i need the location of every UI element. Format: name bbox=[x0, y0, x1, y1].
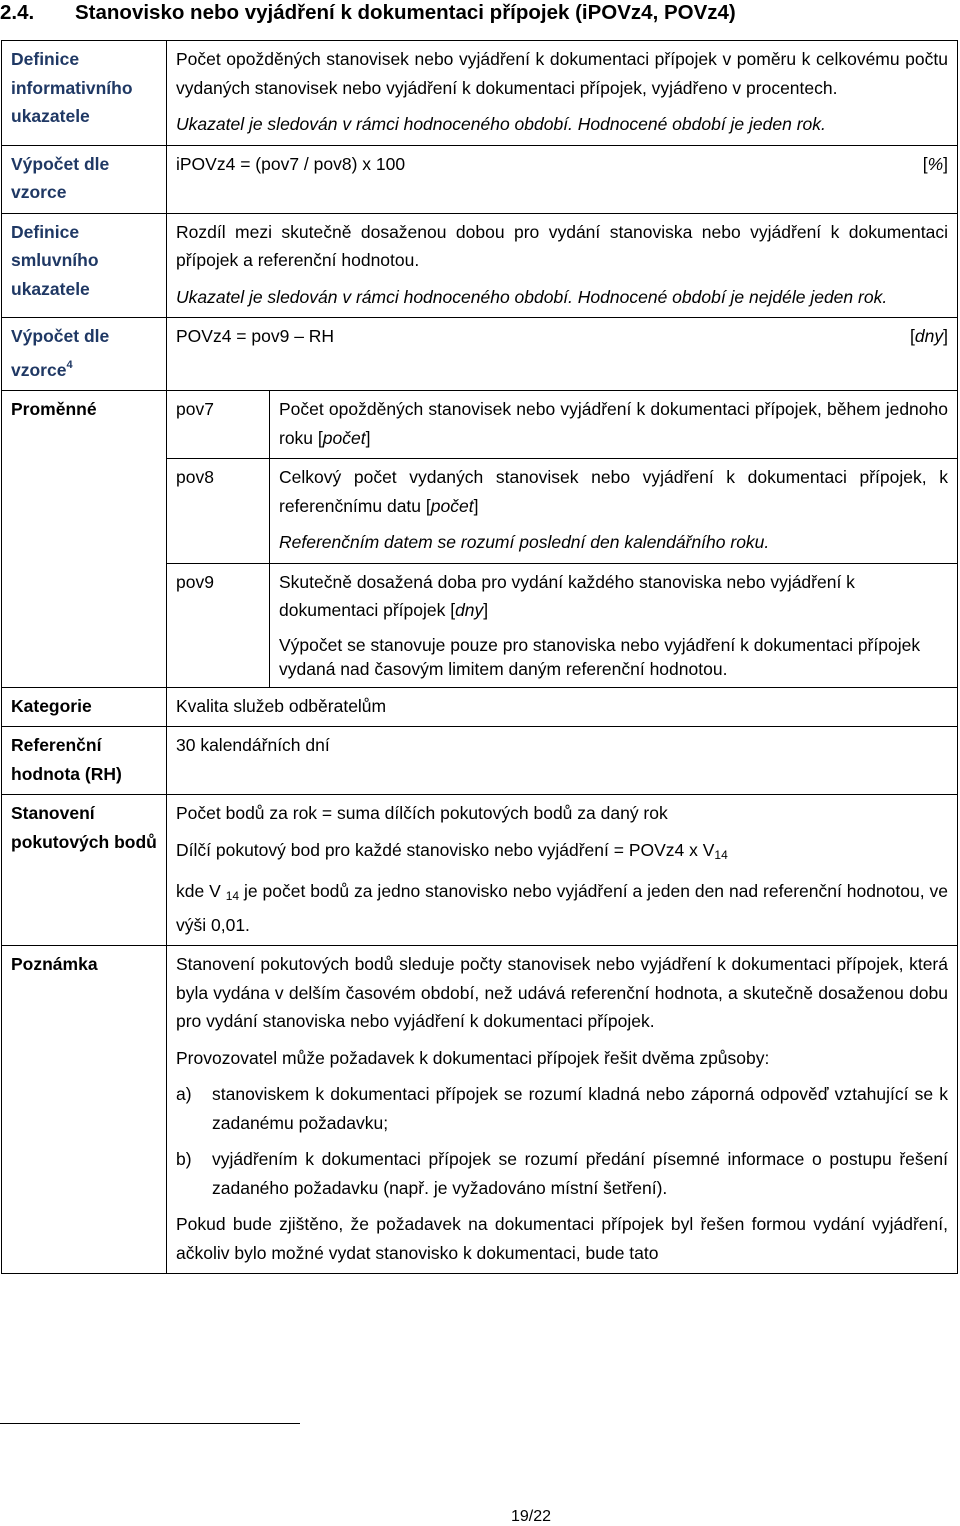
label-penalty: Stanovení pokutových bodů bbox=[2, 795, 167, 946]
unit-contract: [dny] bbox=[910, 326, 948, 346]
label-definition-contract: Definice smluvního ukazatele bbox=[2, 213, 167, 318]
footnote-ref: 4 bbox=[66, 358, 73, 371]
reference-value: 30 kalendářních dní bbox=[167, 727, 958, 795]
label-definition-informative: Definice informativního ukazatele bbox=[2, 41, 167, 146]
note-paragraph-2: Provozovatel může požadavek k dokumentaci přípojek řešit dvěma způsoby: bbox=[176, 1047, 770, 1068]
var-name-pov7: pov7 bbox=[167, 391, 270, 459]
row-calc-informative bbox=[2, 145, 958, 213]
penalty-line-1: Počet bodů za rok = suma dílčích pokutových bodů za daný rok bbox=[176, 803, 668, 823]
label-note: Poznámka bbox=[2, 946, 167, 1274]
definition-contract-note: Ukazatel je sledován v rámci hodnoceného období. Hodnocené období je nejdéle jeden rok. bbox=[176, 286, 888, 307]
list-text: stanoviskem k dokumentaci přípojek se rozumí kladná nebo záporná odpověď vztahující se k zadanému požadavku; bbox=[212, 1084, 948, 1133]
label-category: Kategorie bbox=[2, 687, 167, 727]
label-calc-contract: Výpočet dle vzorce$^4$ bbox=[2, 318, 167, 391]
note-paragraph-1: Stanovení pokutových bodů sleduje počty stanovisek nebo vyjádření k dokumentaci přípojek, která byla vydána v delším časovém období, než udává referenční hodnota, a skutečně dosaženou dobu pro vydání stanoviska nebo vyjádření k dokumentaci přípojek. bbox=[176, 954, 948, 1031]
definition-informative-text: Počet opožděných stanovisek nebo vyjádření k dokumentaci přípojek v poměru k celkovému počtu vydaných stanovisek nebo vyjádření k dokumentaci přípojek, vyjádřeno v procentech. bbox=[176, 49, 948, 98]
var-note-pov8: Referenčním datem se rozumí poslední den kalendářního roku. bbox=[279, 532, 770, 552]
row-category bbox=[2, 687, 958, 727]
row-variable-pov7 bbox=[2, 391, 958, 459]
row-calc-contract bbox=[2, 318, 958, 391]
note-list-item bbox=[176, 1080, 948, 1137]
row-reference bbox=[2, 727, 958, 795]
category-value: Kvalita služeb odběratelům bbox=[167, 687, 958, 727]
var-name-pov8: pov8 bbox=[167, 459, 270, 564]
section-heading bbox=[0, 0, 960, 34]
note-paragraph-3: Pokud bude zjištěno, že požadavek na dokumentaci přípojek byl řešen formou vydání vyjádření, ačkoliv bylo možné vydat stanovisko k dokumentaci, bude tato bbox=[176, 1214, 948, 1263]
label-calc-informative: Výpočet dle vzorce bbox=[2, 145, 167, 213]
definition-informative-note: Ukazatel je sledován v rámci hodnoceného období. Hodnocené období je jeden rok. bbox=[176, 114, 826, 134]
section-number: 2.4. bbox=[0, 1, 35, 24]
var-name-pov9: pov9 bbox=[167, 563, 270, 687]
row-note bbox=[2, 946, 958, 1274]
var-desc-pov9: Skutečně dosažená doba pro vydání každého stanoviska nebo vyjádření k dokumentaci přípojek [dny] bbox=[279, 571, 855, 620]
section-title: Stanovisko nebo vyjádření k dokumentaci přípojek (iPOVz4, POVz4) bbox=[75, 1, 736, 24]
label-variables: Proměnné bbox=[2, 391, 167, 688]
var-desc-pov8: Celkový počet vydaných stanovisek nebo vyjádření k dokumentaci přípojek, k referenčnímu datu [počet] bbox=[279, 467, 948, 516]
note-list-item bbox=[176, 1145, 948, 1202]
list-marker: b) bbox=[176, 1149, 192, 1169]
footnote-separator bbox=[0, 1423, 300, 1424]
list-text: vyjádřením k dokumentaci přípojek se rozumí předání písemné informace o postupu řešení zadaného požadavku (např. je vyžadováno místní šetření). bbox=[212, 1149, 948, 1198]
var-note-pov9: Výpočet se stanovuje pouze pro stanoviska nebo vyjádření k dokumentaci přípojek vydaná nad časovým limitem daným referenční hodnotou. bbox=[279, 634, 921, 679]
formula-informative: iPOVz4 = (pov7 / pov8) x 100 bbox=[176, 153, 406, 174]
label-reference: Referenční hodnota (RH) bbox=[2, 727, 167, 795]
penalty-line-3: kde V $_{14}$ je počet bodů za jedno stanovisko nebo vyjádření a jeden den nad referenční hodnotou, ve výši 0,01. bbox=[176, 881, 948, 935]
unit-informative: [%] bbox=[922, 153, 948, 174]
page-number: 19/22 bbox=[510, 1508, 552, 1525]
row-penalty bbox=[2, 795, 958, 946]
indicator-table bbox=[1, 40, 958, 1274]
definition-contract-text: Rozdíl mezi skutečně dosaženou dobou pro vydání stanoviska nebo vyjádření k dokumentaci přípojek a referenční hodnotou. bbox=[176, 221, 948, 270]
list-marker: a) bbox=[176, 1084, 192, 1104]
row-definition-informative bbox=[2, 41, 958, 146]
formula-contract: POVz4 = pov9 – RH bbox=[176, 326, 335, 346]
var-desc-pov7: Počet opožděných stanovisek nebo vyjádření k dokumentaci přípojek, během jednoho roku [počet] bbox=[270, 391, 958, 459]
row-definition-contract bbox=[2, 213, 958, 318]
penalty-line-2: Dílčí pokutový bod pro každé stanovisko nebo vyjádření = POVz4 x $V_{14}$ bbox=[176, 839, 728, 862]
